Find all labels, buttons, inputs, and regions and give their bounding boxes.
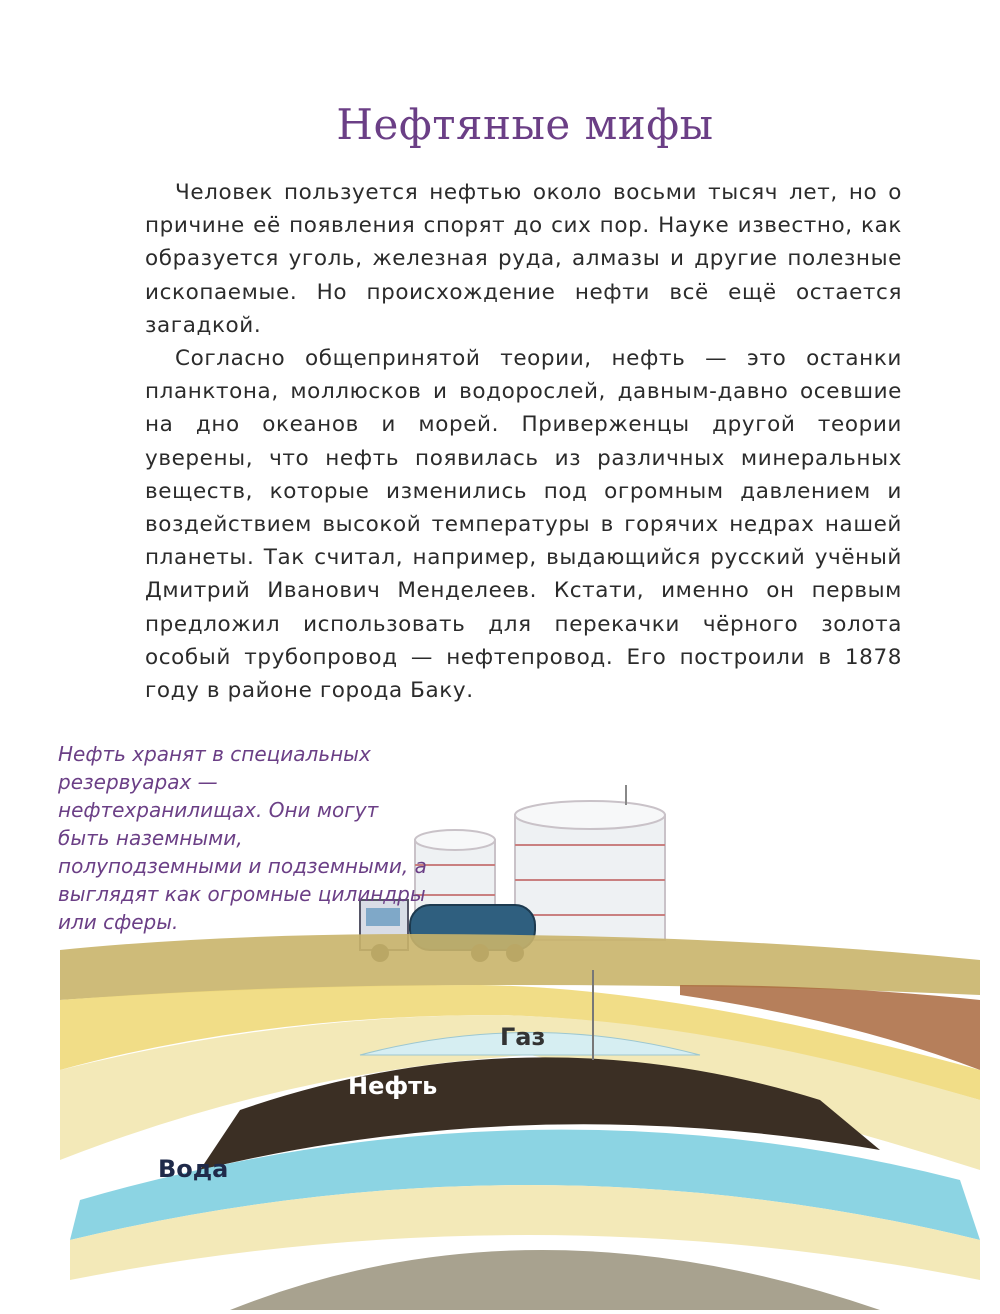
article-body xyxy=(145,176,902,707)
paragraph-1: Человек пользуется нефтью около восьми тысяч лет, но о причине её появления спорят до сих пор. Науке известно, как образуется уголь, железная руда, алмазы и другие полезные ископаемые. Но происхождение нефти всё ещё остается загадкой. xyxy=(145,180,902,338)
gas-label: Газ xyxy=(500,1023,546,1051)
paragraph-2: Согласно общепринятой теории, нефть — это останки планктона, моллюсков и водорослей, давным-давно осевшие на дно океанов и морей. Приверженцы другой теории уверены, что нефть появилась из различных минеральных веществ, которые изменились под огромным давлением и воздействием высокой температуры в горячих недрах нашей планеты. Так считал, например, выдающийся русский учёный Дмитрий Иванович Менделеев. Кстати, именно он первым предложил использовать для перекачки чёрного золота особый трубопровод — нефтепровод. Его построили в 1878 году в районе города Баку. xyxy=(145,346,902,704)
water-label: Вода xyxy=(158,1155,229,1183)
oil-label: Нефть xyxy=(348,1072,438,1100)
illustration-caption: Нефть хранят в специальных резервуарах — нефтехранилищах. Они могут быть наземными, полуподземными и подземными, а выглядят как огромные цилиндры или сферы. xyxy=(58,742,427,934)
page-title: Нефтяные мифы xyxy=(336,100,714,149)
